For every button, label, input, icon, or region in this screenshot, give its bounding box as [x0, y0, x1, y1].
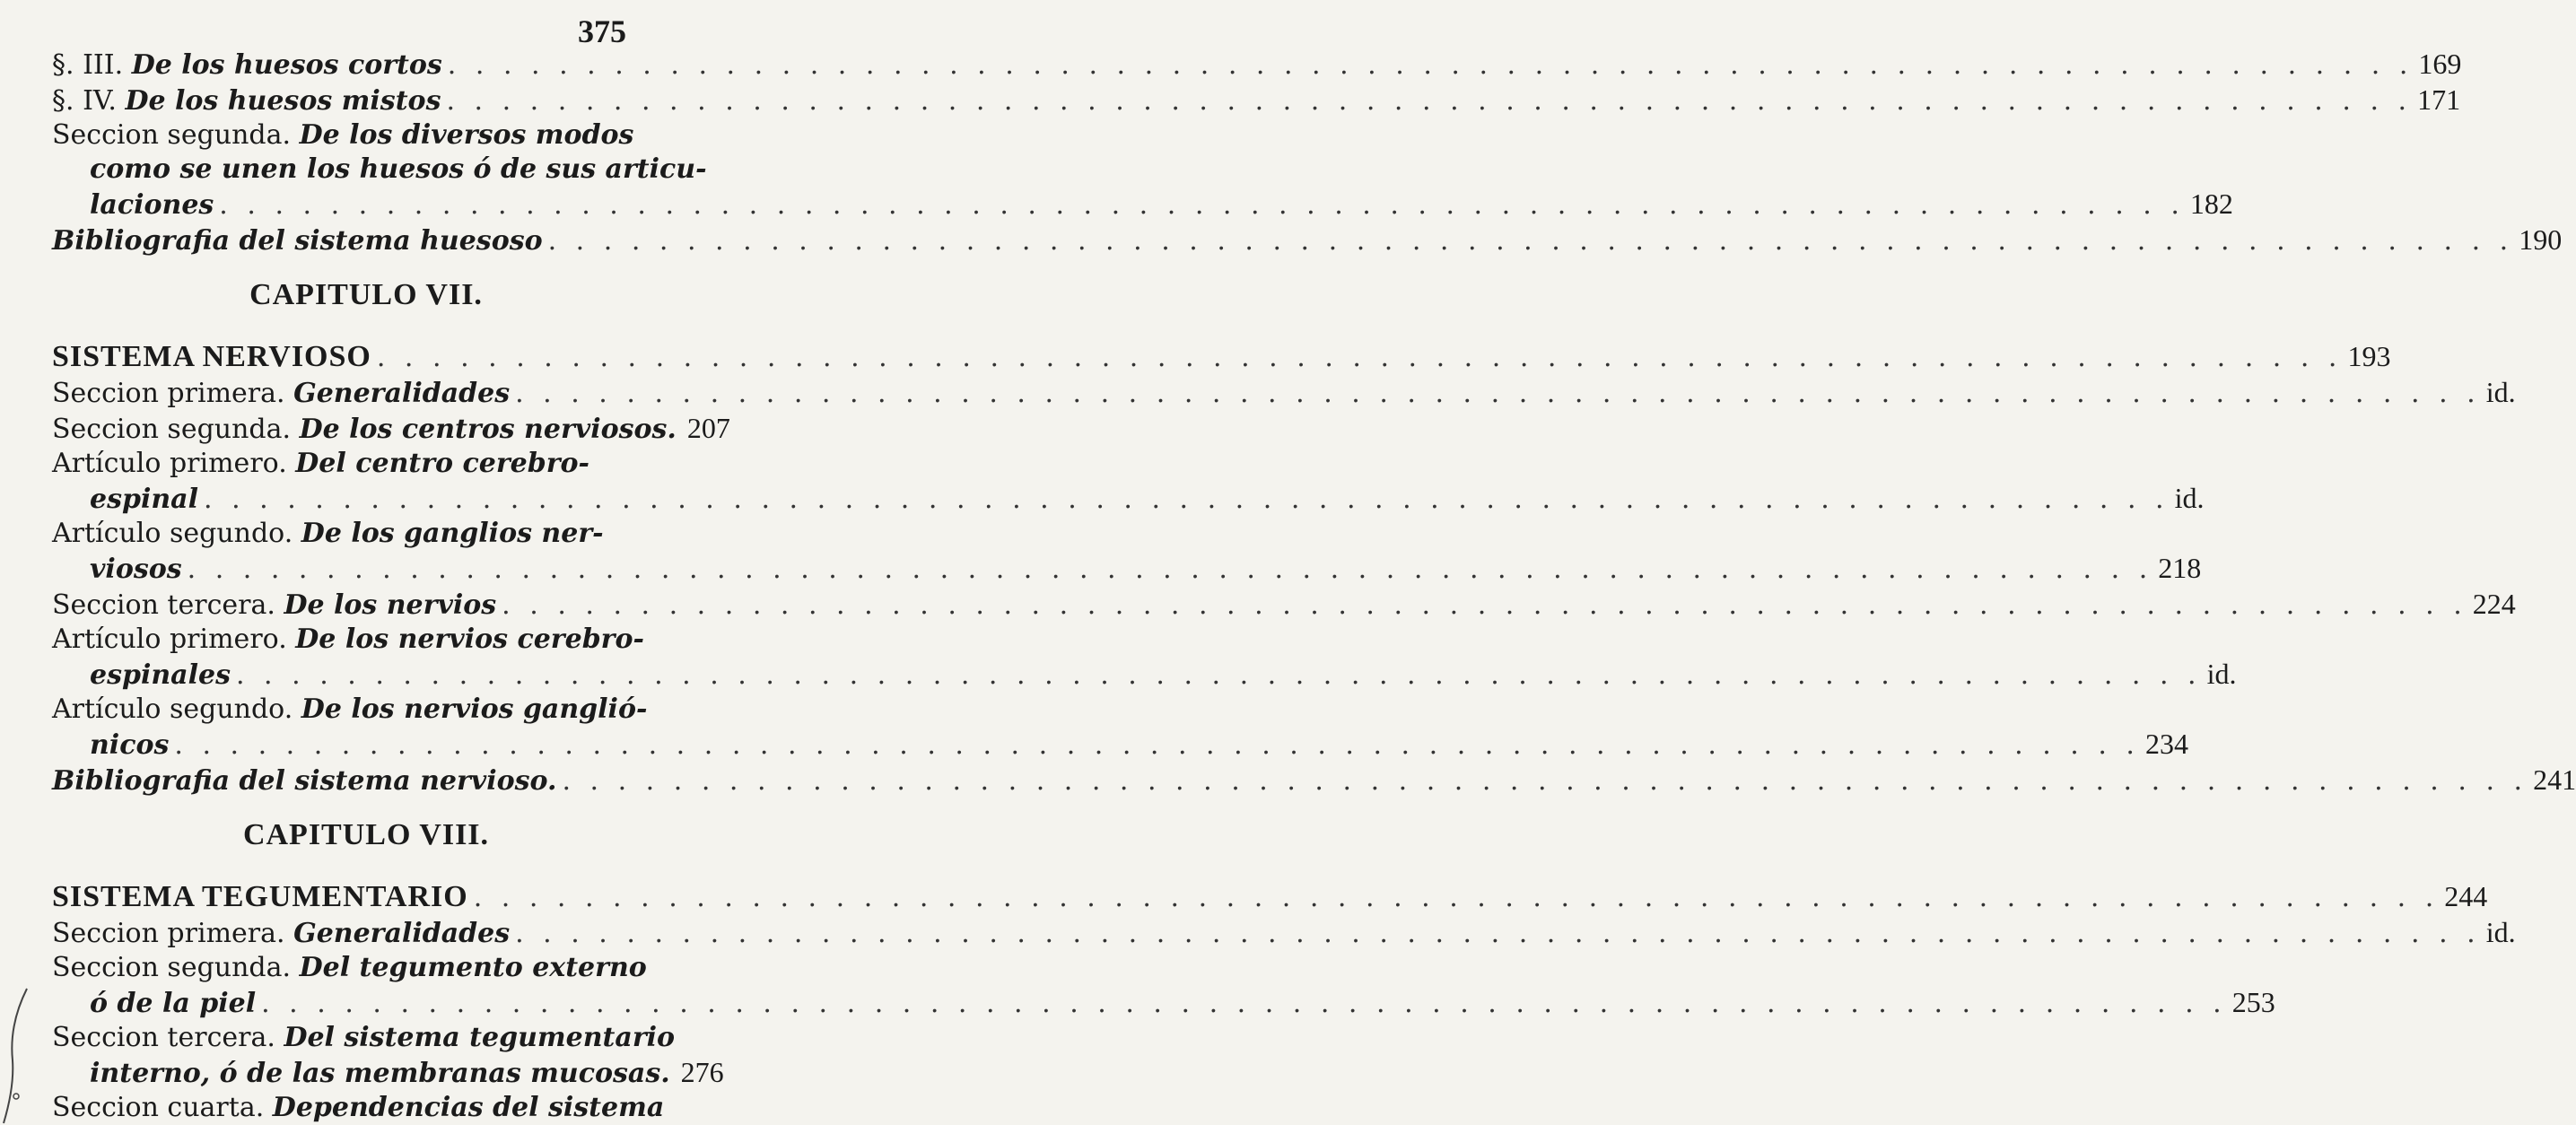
toc-entry-bibliografia-huesoso — [52, 222, 2563, 258]
entry-title: De los nervios — [284, 589, 497, 621]
toc-entry-nervios-cerebro-line1 — [52, 623, 680, 657]
entry-label: Seccion segunda. — [52, 952, 292, 983]
entry-title-continued: interno, ó de las membranas mucosas. — [90, 1058, 670, 1089]
entry-title-continued: como se unen los huesos ó de sus articu- — [90, 153, 707, 185]
toc-entry-ganglios-line2 — [52, 551, 2202, 587]
page-edge-curl — [0, 989, 36, 1123]
entry-title-continued: nicos — [90, 729, 170, 761]
toc-entry-articulaciones-line3 — [52, 187, 2233, 222]
entry-title-continued: espinales — [90, 659, 231, 691]
entry-title: Bibliografia del sistema huesoso — [52, 225, 543, 257]
entry-page: 190 — [2519, 223, 2563, 256]
entry-label: Artículo segundo. — [52, 693, 293, 725]
entry-title-continued: viosos — [90, 554, 182, 585]
entry-page: 193 — [2347, 340, 2391, 372]
toc-entry-articulaciones-line2 — [52, 153, 707, 187]
leader-dots — [261, 987, 2227, 1021]
entry-page: id. — [2206, 658, 2237, 690]
entry-title: De los ganglios ner- — [301, 518, 604, 549]
entry-title: De los huesos cortos — [131, 49, 442, 81]
chapter-heading-7: CAPITULO VII. — [249, 278, 483, 311]
entry-title-continued: laciones — [90, 189, 214, 221]
entry-title: Del centro cerebro- — [295, 448, 589, 479]
entry-prefix: §. IV. — [52, 85, 117, 117]
toc-entry-ganglionicos-line2 — [52, 727, 2188, 763]
entry-label: Artículo primero. — [52, 624, 287, 655]
entry-page: 169 — [2418, 48, 2462, 80]
toc-entry-dependencias — [52, 1091, 680, 1125]
toc-entry-huesos-cortos — [52, 47, 2462, 83]
entry-page: id. — [2485, 916, 2516, 948]
toc-entry-generalidades-nervioso — [52, 375, 2516, 411]
leader-dots — [474, 881, 2440, 915]
entry-label: Seccion primera. — [52, 378, 285, 409]
entry-page: 218 — [2158, 552, 2202, 584]
entry-page: 276 — [680, 1056, 724, 1088]
leader-dots — [562, 764, 2528, 798]
entry-title: De los nervios ganglió- — [301, 693, 648, 725]
leader-dots — [236, 658, 2202, 693]
entry-label: Artículo segundo. — [52, 518, 293, 549]
entry-label: Seccion tercera. — [52, 1022, 275, 1053]
entry-title: De los nervios cerebro- — [295, 624, 644, 655]
entry-page: 207 — [686, 412, 730, 444]
toc-entry-huesos-mistos — [52, 83, 2461, 118]
entry-label: Seccion segunda. — [52, 414, 292, 445]
entry-label: Seccion primera. — [52, 918, 285, 949]
toc-entry-sistema-tegumentario — [52, 879, 2488, 915]
toc-entry-centros-nerviosos — [52, 411, 730, 447]
entry-title: Dependencias del sistema — [272, 1092, 665, 1123]
entry-title: Del tegumento externo — [299, 952, 647, 983]
entry-title: De los huesos mistos — [125, 85, 441, 117]
entry-page: 253 — [2231, 986, 2275, 1018]
entry-title-continued: ó de la piel — [90, 988, 257, 1019]
leader-dots — [502, 589, 2467, 623]
leader-dots — [515, 917, 2481, 951]
toc-entry-nervios — [52, 587, 2516, 623]
toc-entry-piel-line1 — [52, 951, 680, 985]
entry-page: 171 — [2417, 83, 2461, 116]
toc-entry-piel-line2 — [52, 985, 2275, 1021]
toc-entry-mucosas-line2 — [52, 1055, 724, 1091]
table-of-contents — [52, 47, 2576, 1125]
toc-entry-generalidades-tegumentario — [52, 915, 2516, 951]
toc-entry-cerebro-espinal-line1 — [52, 447, 680, 481]
leader-dots — [219, 188, 2185, 222]
toc-entry-cerebro-espinal-line2 — [52, 481, 2205, 517]
entry-label: Artículo primero. — [52, 448, 287, 479]
system-title: SISTEMA TEGUMENTARIO — [52, 880, 468, 913]
entry-prefix: §. III. — [52, 49, 124, 81]
entry-page: 241 — [2533, 763, 2576, 796]
entry-page: 244 — [2444, 880, 2488, 912]
entry-title: Generalidades — [293, 378, 511, 409]
leader-dots — [188, 553, 2153, 587]
toc-entry-bibliografia-nervioso — [52, 763, 2576, 798]
leader-dots — [548, 224, 2514, 258]
leader-dots — [515, 377, 2481, 411]
toc-entry-sistema-nervioso — [52, 339, 2391, 375]
entry-title-continued: espinal — [90, 484, 198, 515]
entry-label: Seccion tercera. — [52, 589, 275, 621]
entry-page: id. — [2174, 482, 2205, 514]
entry-page: 234 — [2144, 728, 2188, 760]
toc-entry-mucosas-line1 — [52, 1021, 680, 1055]
leader-dots — [204, 483, 2170, 517]
entry-page: 182 — [2189, 188, 2233, 220]
leader-dots — [448, 48, 2414, 83]
system-title: SISTEMA NERVIOSO — [52, 340, 371, 373]
toc-entry-ganglionicos-line1 — [52, 693, 680, 727]
toc-entry-ganglios-line1 — [52, 517, 680, 551]
entry-title: Bibliografia del sistema nervioso. — [52, 765, 557, 797]
entry-label: Seccion cuarta. — [52, 1092, 265, 1123]
entry-title: De los centros nerviosos. — [299, 414, 677, 445]
toc-entry-nervios-cerebro-line2 — [52, 657, 2237, 693]
chapter-heading-8: CAPITULO VIII. — [242, 818, 490, 851]
toc-entry-articulaciones-line1 — [52, 118, 680, 153]
leader-dots — [174, 728, 2140, 763]
entry-title: Generalidades — [293, 918, 511, 949]
leader-dots — [446, 84, 2412, 118]
entry-title: Del sistema tegumentario — [284, 1022, 676, 1053]
entry-page: id. — [2485, 376, 2516, 408]
page-number: 375 — [578, 13, 626, 49]
entry-label: Seccion segunda. — [52, 119, 292, 151]
entry-title: De los diversos modos — [299, 119, 634, 151]
entry-page: 224 — [2472, 588, 2516, 620]
leader-dots — [377, 341, 2343, 375]
